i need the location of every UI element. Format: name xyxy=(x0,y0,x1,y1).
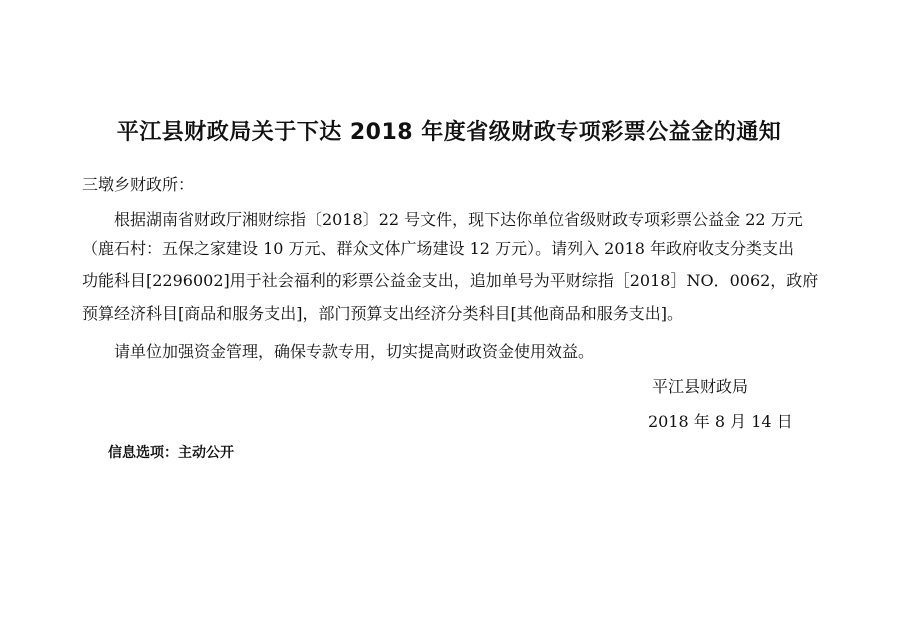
body-line-5: 请单位加强资金管理，确保专款专用，切实提高财政资金使用效益。 xyxy=(114,342,595,361)
body-line-2: （鹿石村：五保之家建设 10 万元、群众文体广场建设 12 万元）。请列入 2018 年政府收支分类支出 xyxy=(82,239,794,258)
info-option: 信息选项：主动公开 xyxy=(108,445,234,461)
body-line-1: 根据湖南省财政厅湘财综指〔2018〕22 号文件，现下达你单位省级财政专项彩票公益金 22 万元 xyxy=(114,210,803,229)
body-line-3: 功能科目[2296002]用于社会福利的彩票公益金支出，追加单号为平财综指［2018］NO．0062，政府 xyxy=(82,271,819,290)
document-title: 平江县财政局关于下达 2018 年度省级财政专项彩票公益金的通知 xyxy=(116,120,782,145)
body-line-4: 预算经济科目[商品和服务支出]，部门预算支出经济分类科目[其他商品和服务支出]。 xyxy=(82,304,683,323)
signer: 平江县财政局 xyxy=(652,377,749,396)
issue-date: 2018 年 8 月 14 日 xyxy=(648,412,793,431)
salutation: 三墩乡财政所： xyxy=(82,175,195,194)
